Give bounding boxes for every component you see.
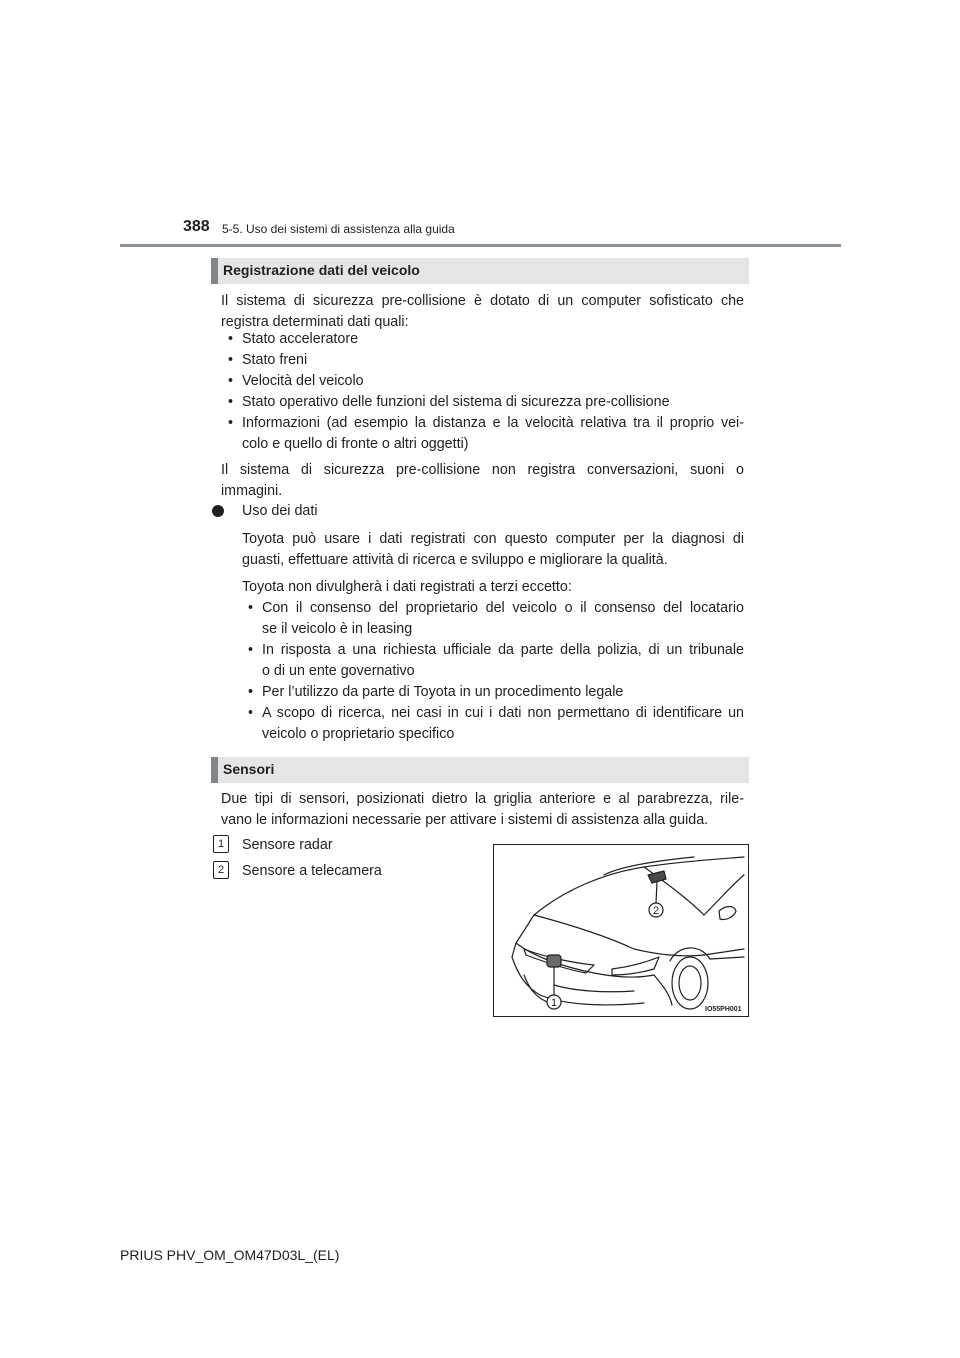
- car-illustration: [494, 845, 748, 1016]
- list-item-text: In risposta a una richiesta ufficiale da parte della polizia, di un tribunale: [262, 642, 744, 658]
- section-heading-registrazione: [211, 258, 749, 284]
- bullet-dot: •: [248, 642, 254, 658]
- list-item: [248, 598, 744, 640]
- sensor-label: Sensore radar: [242, 837, 333, 853]
- callout-2: 2: [652, 905, 660, 917]
- figure-code: IO55PH001: [705, 1006, 742, 1013]
- list-item: [228, 413, 744, 455]
- section-heading-bar: [211, 258, 218, 284]
- bullet-dot: •: [248, 600, 254, 616]
- sensor-number-badge: 2: [213, 861, 229, 879]
- list-item-text: Con il consenso del proprietario del veicolo o il consenso del locatario: [262, 600, 744, 616]
- callout-1: 1: [550, 997, 558, 1009]
- list-item-text: Velocità del veicolo: [242, 373, 364, 389]
- section-heading-label: Registrazione dati del veicolo: [223, 262, 420, 278]
- sub-heading-uso-dati: Uso dei dati: [242, 503, 318, 519]
- note-line-1: Il sistema di sicurezza pre-collisione non registra conversazioni, suoni o: [221, 462, 744, 478]
- document-id: PRIUS PHV_OM_OM47D03L_(EL): [120, 1247, 340, 1263]
- section-heading-sensori: [211, 757, 749, 783]
- bullet-dot: •: [228, 352, 234, 368]
- page-number: 388: [183, 218, 210, 235]
- bullet-dot: •: [228, 394, 234, 410]
- list-item-text-cont: colo e quello di fronte o altri oggetti): [242, 436, 469, 452]
- car-sensor-figure: [493, 844, 749, 1017]
- list-item-text: Informazioni (ad esempio la distanza e la velocità relativa tra il proprio vei-: [242, 415, 744, 431]
- list-item: [248, 640, 744, 682]
- sensor-label: Sensore a telecamera: [242, 863, 382, 879]
- sensori-intro-line-1: Due tipi di sensori, posizionati dietro la griglia anteriore e al parabrezza, rile-: [221, 791, 744, 807]
- intro-line-1: Il sistema di sicurezza pre-collisione è dotato di un computer sofisticato che: [221, 293, 744, 309]
- list-item-text-cont: o di un ente governativo: [262, 663, 415, 679]
- list-item-text: A scopo di ricerca, nei casi in cui i dati non permettano di identificare un: [262, 705, 744, 721]
- bullet-dot: •: [228, 373, 234, 389]
- header-rule: [120, 244, 841, 247]
- list-item-text: Stato acceleratore: [242, 331, 359, 347]
- chapter-title: 5-5. Uso dei sistemi di assistenza alla guida: [222, 222, 455, 236]
- bullet-dot: •: [228, 331, 234, 347]
- note-line-2: immagini.: [221, 483, 283, 499]
- bullet-dot: •: [248, 684, 254, 700]
- sensor-number-badge: 1: [213, 835, 229, 853]
- sub-para-1-line-2: guasti, effettuare attività di ricerca e sviluppo e migliorare la qualità.: [242, 552, 668, 568]
- sub-para-2: Toyota non divulgherà i dati registrati a terzi eccetto:: [242, 579, 572, 595]
- bullet-dot: •: [248, 705, 254, 721]
- bullet-dot: •: [228, 415, 234, 431]
- section-heading-label: Sensori: [223, 761, 275, 777]
- intro-line-2: registra determinati dati quali:: [221, 314, 409, 330]
- list-item-text-cont: se il veicolo è in leasing: [262, 621, 413, 637]
- list-item: [248, 703, 744, 745]
- sensori-intro-line-2: vano le informazioni necessarie per attivare i sistemi di assistenza alla guida.: [221, 812, 709, 828]
- list-item-text: Stato operativo delle funzioni del sistema di sicurezza pre-collisione: [242, 394, 670, 410]
- sub-para-1-line-1: Toyota può usare i dati registrati con questo computer per la diagnosi di: [242, 531, 744, 547]
- section-heading-bar: [211, 757, 218, 783]
- list-item-text: Stato freni: [242, 352, 308, 368]
- list-item-text-cont: veicolo o proprietario specifico: [262, 726, 455, 742]
- list-item-text: Per l’utilizzo da parte di Toyota in un procedimento legale: [262, 684, 624, 700]
- circle-bullet-icon: [212, 505, 224, 517]
